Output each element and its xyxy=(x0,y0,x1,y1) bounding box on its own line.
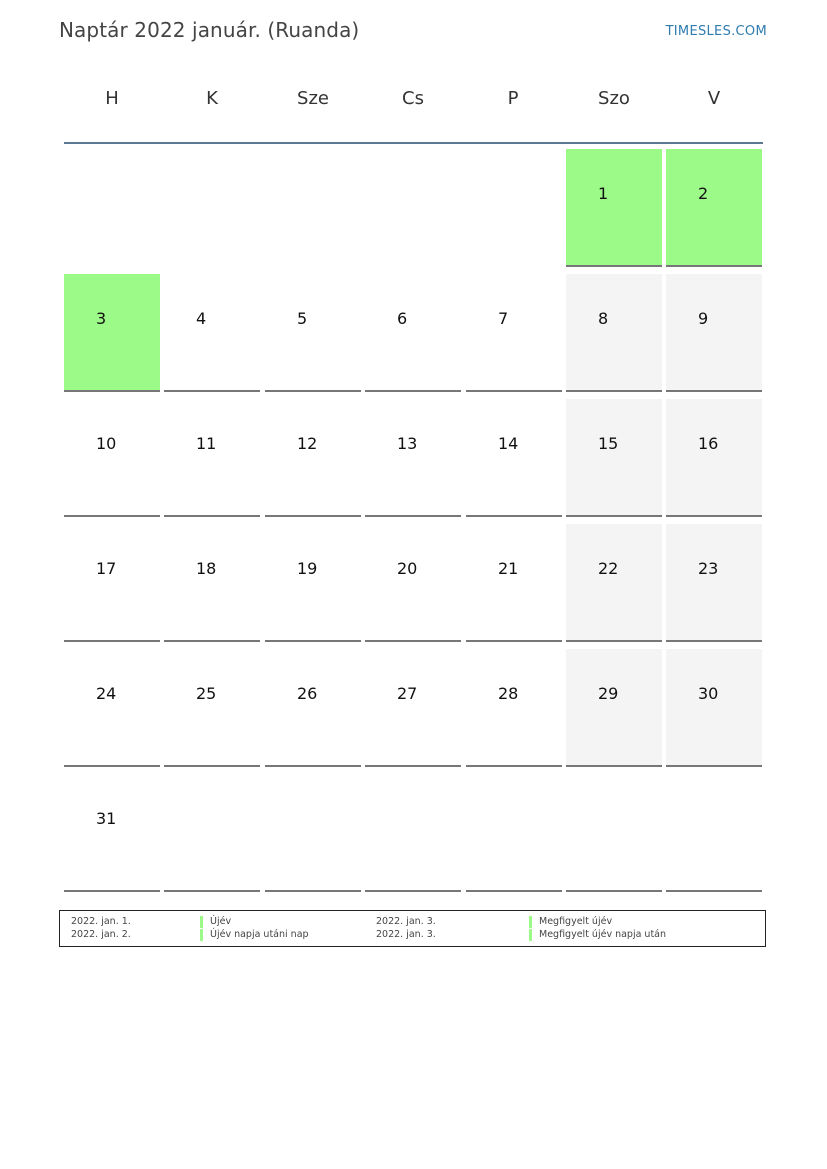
day-number: 18 xyxy=(196,559,217,578)
weekday-label: Szo xyxy=(598,88,630,109)
legend-date: 2022. jan. 3. xyxy=(376,916,436,927)
empty-day-cell xyxy=(164,149,260,267)
day-cell-6 xyxy=(365,274,461,392)
day-cell-14 xyxy=(466,399,562,517)
legend-item xyxy=(71,916,371,928)
day-cell-23 xyxy=(666,524,762,642)
empty-day-cell xyxy=(666,774,762,892)
legend-holiday-name: Újév xyxy=(200,916,231,928)
day-number: 25 xyxy=(196,684,217,703)
header-divider xyxy=(64,142,763,144)
day-cell-19 xyxy=(265,524,361,642)
day-cell-9 xyxy=(666,274,762,392)
day-number: 15 xyxy=(598,434,619,453)
day-number: 17 xyxy=(96,559,117,578)
day-cell-29 xyxy=(566,649,662,767)
day-number: 30 xyxy=(698,684,719,703)
day-cell-31 xyxy=(64,774,160,892)
empty-day-cell xyxy=(64,149,160,267)
day-cell-5 xyxy=(265,274,361,392)
day-cell-24 xyxy=(64,649,160,767)
day-number: 21 xyxy=(498,559,519,578)
day-cell-17 xyxy=(64,524,160,642)
day-cell-21 xyxy=(466,524,562,642)
day-cell-22 xyxy=(566,524,662,642)
day-number: 1 xyxy=(598,184,609,203)
legend-holiday-name: Megfigyelt újév xyxy=(529,916,612,928)
day-number: 7 xyxy=(498,309,509,328)
day-cell-4 xyxy=(164,274,260,392)
day-number: 6 xyxy=(397,309,408,328)
brand-link[interactable]: TIMESLES.COM xyxy=(665,24,767,39)
legend-holiday-name: Újév napja utáni nap xyxy=(200,929,309,941)
empty-day-cell xyxy=(466,149,562,267)
day-cell-16 xyxy=(666,399,762,517)
day-cell-25 xyxy=(164,649,260,767)
legend-date: 2022. jan. 3. xyxy=(376,929,436,940)
day-number: 4 xyxy=(196,309,207,328)
day-number: 28 xyxy=(498,684,519,703)
day-number: 16 xyxy=(698,434,719,453)
page-title: Naptár 2022 január. (Ruanda) xyxy=(59,18,360,42)
day-number: 12 xyxy=(297,434,318,453)
legend-date: 2022. jan. 1. xyxy=(71,916,131,927)
weekday-header xyxy=(64,88,763,120)
empty-day-cell xyxy=(265,774,361,892)
day-number: 31 xyxy=(96,809,117,828)
day-cell-11 xyxy=(164,399,260,517)
day-number: 13 xyxy=(397,434,418,453)
empty-day-cell xyxy=(164,774,260,892)
day-cell-2 xyxy=(666,149,762,267)
legend-date: 2022. jan. 2. xyxy=(71,929,131,940)
day-cell-3 xyxy=(64,274,160,392)
legend-item xyxy=(376,916,756,928)
day-number: 27 xyxy=(397,684,418,703)
day-cell-7 xyxy=(466,274,562,392)
empty-day-cell xyxy=(466,774,562,892)
day-cell-13 xyxy=(365,399,461,517)
day-cell-26 xyxy=(265,649,361,767)
empty-day-cell xyxy=(365,774,461,892)
day-number: 24 xyxy=(96,684,117,703)
empty-day-cell xyxy=(265,149,361,267)
day-number: 19 xyxy=(297,559,318,578)
legend-holiday-name: Megfigyelt újév napja után xyxy=(529,929,666,941)
day-number: 3 xyxy=(96,309,107,328)
day-number: 11 xyxy=(196,434,217,453)
day-number: 26 xyxy=(297,684,318,703)
day-cell-18 xyxy=(164,524,260,642)
day-cell-20 xyxy=(365,524,461,642)
day-number: 10 xyxy=(96,434,117,453)
legend-item xyxy=(71,929,371,941)
weekday-label: H xyxy=(105,88,119,109)
day-number: 9 xyxy=(698,309,709,328)
day-number: 5 xyxy=(297,309,308,328)
day-number: 2 xyxy=(698,184,709,203)
empty-day-cell xyxy=(566,774,662,892)
weekday-label: V xyxy=(707,88,721,109)
day-number: 8 xyxy=(598,309,609,328)
day-cell-12 xyxy=(265,399,361,517)
weekday-label: Sze xyxy=(297,88,329,109)
empty-day-cell xyxy=(365,149,461,267)
weekday-label: P xyxy=(507,88,519,109)
day-cell-10 xyxy=(64,399,160,517)
day-cell-8 xyxy=(566,274,662,392)
holiday-legend xyxy=(59,910,766,947)
day-number: 14 xyxy=(498,434,519,453)
day-number: 23 xyxy=(698,559,719,578)
day-cell-27 xyxy=(365,649,461,767)
day-number: 20 xyxy=(397,559,418,578)
weekday-label: K xyxy=(206,88,218,109)
legend-item xyxy=(376,929,756,941)
day-number: 29 xyxy=(598,684,619,703)
day-cell-1 xyxy=(566,149,662,267)
weekday-label: Cs xyxy=(402,88,424,109)
day-cell-28 xyxy=(466,649,562,767)
day-cell-30 xyxy=(666,649,762,767)
day-number: 22 xyxy=(598,559,619,578)
calendar-grid xyxy=(64,149,764,894)
day-cell-15 xyxy=(566,399,662,517)
